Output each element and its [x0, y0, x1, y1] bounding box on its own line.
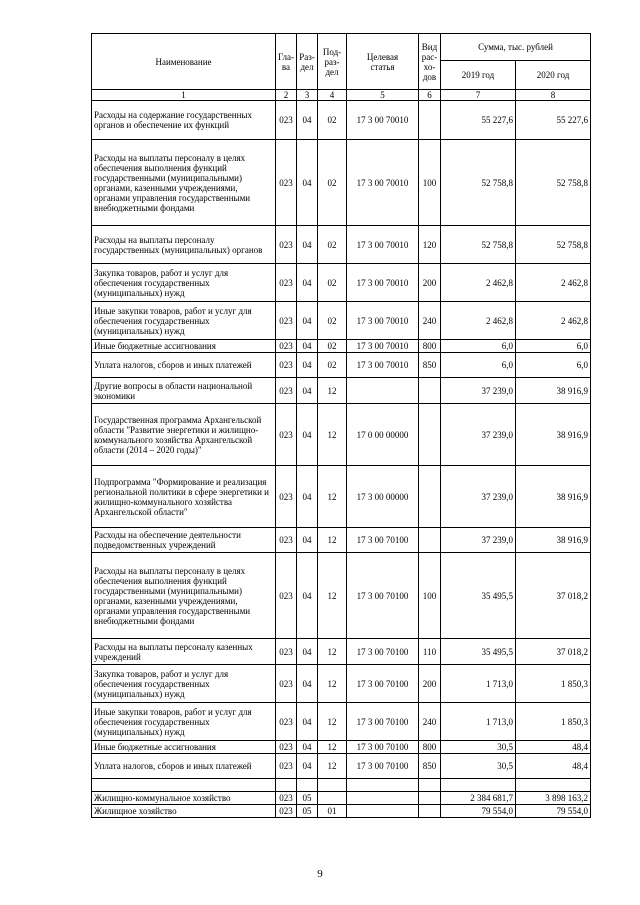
amount-2020: 52 758,8: [516, 226, 591, 264]
chapter-code: 023: [276, 792, 297, 805]
target-article: 17 3 00 70010: [347, 340, 419, 353]
section-code: 04: [297, 754, 318, 779]
expense-type: [419, 792, 441, 805]
target-article: 17 3 00 70100: [347, 553, 419, 639]
row-name: Закупка товаров, работ и услуг для обеспечения государственных (муниципальных) нужд: [92, 665, 276, 703]
chapter-code: 023: [276, 140, 297, 226]
amount-2019: 2 384 681,7: [441, 792, 516, 805]
row-name: Иные бюджетные ассигнования: [92, 741, 276, 754]
row-name: Расходы на выплаты персоналу государственных (муниципальных) органов: [92, 226, 276, 264]
column-number: 7: [441, 90, 516, 101]
empty-cell: [516, 779, 591, 792]
expense-type: 240: [419, 302, 441, 340]
row-name: Закупка товаров, работ и услуг для обеспечения государственных (муниципальных) нужд: [92, 264, 276, 302]
table-row: [92, 353, 591, 378]
row-name: Государственная программа Архангельской области "Развитие энергетики и жилищно-коммунального хозяйства Архангельской области (2014 – 2020 годы)": [92, 404, 276, 466]
subsection-code: 12: [318, 741, 347, 754]
spacer-row: [92, 779, 591, 792]
amount-2020: 37 018,2: [516, 553, 591, 639]
column-number: 3: [297, 90, 318, 101]
header-year-2020: 2020 год: [516, 61, 591, 90]
chapter-code: 023: [276, 404, 297, 466]
page-number: 9: [317, 868, 323, 880]
table-row: [92, 404, 591, 466]
subsection-code: 12: [318, 754, 347, 779]
section-code: 04: [297, 466, 318, 528]
section-code: 04: [297, 140, 318, 226]
amount-2020: 1 850,3: [516, 665, 591, 703]
expense-type: 200: [419, 665, 441, 703]
section-code: 04: [297, 703, 318, 741]
section-code: 04: [297, 353, 318, 378]
column-number: 8: [516, 90, 591, 101]
section-code: 04: [297, 404, 318, 466]
amount-2019: 6,0: [441, 340, 516, 353]
row-name: Подпрограмма "Формирование и реализация региональной политики в сфере энергетики и жилищно-коммунального хозяйства Архангельской области": [92, 466, 276, 528]
section-code: 04: [297, 264, 318, 302]
header-name: Наименование: [92, 34, 276, 90]
amount-2019: 30,5: [441, 741, 516, 754]
expense-type: 800: [419, 741, 441, 754]
empty-cell: [347, 779, 419, 792]
amount-2020: 38 916,9: [516, 528, 591, 553]
row-name: Жилищное хозяйство: [92, 805, 276, 818]
expense-type: 110: [419, 639, 441, 665]
expense-type: [419, 466, 441, 528]
chapter-code: 023: [276, 639, 297, 665]
subsection-code: 12: [318, 703, 347, 741]
empty-cell: [276, 779, 297, 792]
table-row: [92, 264, 591, 302]
subsection-code: 02: [318, 101, 347, 140]
row-name: Расходы на содержание государственных органов и обеспечение их функций: [92, 101, 276, 140]
target-article: 17 3 00 70010: [347, 140, 419, 226]
row-name: Жилищно-коммунальное хозяйство: [92, 792, 276, 805]
table-row: [92, 665, 591, 703]
table-row: [92, 805, 591, 818]
amount-2020: 38 916,9: [516, 466, 591, 528]
amount-2020: 48,4: [516, 741, 591, 754]
row-name: Иные бюджетные ассигнования: [92, 340, 276, 353]
chapter-code: 023: [276, 528, 297, 553]
row-name: Расходы на выплаты персоналу в целях обеспечения выполнения функций государственными (муниципальными) органами, казенными учреждениями, органами управления государственными внебюджетными фондами: [92, 553, 276, 639]
target-article: 17 3 00 70010: [347, 353, 419, 378]
expense-type: 100: [419, 140, 441, 226]
header-expense-type: Вид рас- хо- дов: [419, 34, 441, 90]
column-number: 4: [318, 90, 347, 101]
expense-type: [419, 101, 441, 140]
section-code: 04: [297, 741, 318, 754]
chapter-code: 023: [276, 754, 297, 779]
section-code: 04: [297, 340, 318, 353]
expense-type: 240: [419, 703, 441, 741]
chapter-code: 023: [276, 466, 297, 528]
expense-type: 200: [419, 264, 441, 302]
subsection-code: [318, 792, 347, 805]
empty-cell: [441, 779, 516, 792]
budget-table: [91, 33, 591, 818]
subsection-code: 12: [318, 466, 347, 528]
table-row: [92, 528, 591, 553]
target-article: 17 3 00 70100: [347, 639, 419, 665]
table-row: [92, 140, 591, 226]
chapter-code: 023: [276, 665, 297, 703]
amount-2019: 35 495,5: [441, 553, 516, 639]
row-name: Другие вопросы в области национальной экономики: [92, 378, 276, 404]
column-number: 6: [419, 90, 441, 101]
column-number: 5: [347, 90, 419, 101]
amount-2019: 1 713,0: [441, 703, 516, 741]
amount-2019: 37 239,0: [441, 528, 516, 553]
amount-2020: 1 850,3: [516, 703, 591, 741]
header-chapter: Гла- ва: [276, 34, 297, 90]
amount-2019: 52 758,8: [441, 226, 516, 264]
target-article: 17 3 00 70100: [347, 754, 419, 779]
column-number: 2: [276, 90, 297, 101]
amount-2020: 37 018,2: [516, 639, 591, 665]
expense-type: [419, 378, 441, 404]
section-code: 04: [297, 378, 318, 404]
section-code: 04: [297, 226, 318, 264]
subsection-code: 12: [318, 553, 347, 639]
amount-2019: 55 227,6: [441, 101, 516, 140]
amount-2019: 2 462,8: [441, 264, 516, 302]
table-row: [92, 792, 591, 805]
target-article: 17 3 00 70010: [347, 302, 419, 340]
amount-2020: 6,0: [516, 340, 591, 353]
table-row: [92, 741, 591, 754]
section-code: 04: [297, 528, 318, 553]
table-row: [92, 466, 591, 528]
subsection-code: 02: [318, 264, 347, 302]
subsection-code: 02: [318, 226, 347, 264]
target-article: 17 0 00 00000: [347, 404, 419, 466]
subsection-code: 02: [318, 353, 347, 378]
target-article: 17 3 00 00000: [347, 466, 419, 528]
section-code: 04: [297, 101, 318, 140]
amount-2020: 6,0: [516, 353, 591, 378]
amount-2019: 37 239,0: [441, 378, 516, 404]
expense-type: 850: [419, 754, 441, 779]
table-row: [92, 226, 591, 264]
subsection-code: 02: [318, 302, 347, 340]
amount-2020: 48,4: [516, 754, 591, 779]
row-name: Уплата налогов, сборов и иных платежей: [92, 353, 276, 378]
empty-cell: [297, 779, 318, 792]
amount-2020: 38 916,9: [516, 404, 591, 466]
amount-2019: 37 239,0: [441, 404, 516, 466]
row-name: Расходы на обеспечение деятельности подведомственных учреждений: [92, 528, 276, 553]
section-code: 04: [297, 302, 318, 340]
expense-type: 120: [419, 226, 441, 264]
expense-type: 850: [419, 353, 441, 378]
amount-2020: 2 462,8: [516, 302, 591, 340]
row-name: Расходы на выплаты персоналу казенных учреждений: [92, 639, 276, 665]
amount-2019: 35 495,5: [441, 639, 516, 665]
subsection-code: 12: [318, 639, 347, 665]
table-row: [92, 754, 591, 779]
table-row: [92, 101, 591, 140]
empty-cell: [318, 779, 347, 792]
row-name: Расходы на выплаты персоналу в целях обеспечения выполнения функций государственными (муниципальными) органами, казенными учреждениями, органами управления государственными внебюджетными фондами: [92, 140, 276, 226]
column-number: 1: [92, 90, 276, 101]
subsection-code: 12: [318, 528, 347, 553]
subsection-code: 12: [318, 378, 347, 404]
section-code: 04: [297, 665, 318, 703]
target-article: [347, 805, 419, 818]
empty-cell: [419, 779, 441, 792]
target-article: 17 3 00 70010: [347, 264, 419, 302]
row-name: Иные закупки товаров, работ и услуг для обеспечения государственных (муниципальных) нужд: [92, 302, 276, 340]
chapter-code: 023: [276, 353, 297, 378]
empty-cell: [92, 779, 276, 792]
amount-2020: 52 758,8: [516, 140, 591, 226]
chapter-code: 023: [276, 101, 297, 140]
table-row: [92, 703, 591, 741]
section-code: 04: [297, 553, 318, 639]
target-article: 17 3 00 70010: [347, 101, 419, 140]
chapter-code: 023: [276, 703, 297, 741]
target-article: 17 3 00 70100: [347, 528, 419, 553]
header-row: [92, 34, 591, 61]
amount-2019: 52 758,8: [441, 140, 516, 226]
expense-type: 800: [419, 340, 441, 353]
amount-2019: 1 713,0: [441, 665, 516, 703]
amount-2019: 79 554,0: [441, 805, 516, 818]
target-article: 17 3 00 70100: [347, 665, 419, 703]
header-section: Раз- дел: [297, 34, 318, 90]
header-sum: Сумма, тыс. рублей: [441, 34, 591, 61]
header-year-2019: 2019 год: [441, 61, 516, 90]
amount-2020: 55 227,6: [516, 101, 591, 140]
row-name: Уплата налогов, сборов и иных платежей: [92, 754, 276, 779]
section-code: 05: [297, 805, 318, 818]
chapter-code: 023: [276, 264, 297, 302]
amount-2020: 79 554,0: [516, 805, 591, 818]
target-article: [347, 378, 419, 404]
target-article: 17 3 00 70100: [347, 741, 419, 754]
subsection-code: 12: [318, 404, 347, 466]
section-code: 05: [297, 792, 318, 805]
chapter-code: 023: [276, 553, 297, 639]
target-article: 17 3 00 70010: [347, 226, 419, 264]
amount-2020: 3 898 163,2: [516, 792, 591, 805]
amount-2019: 30,5: [441, 754, 516, 779]
chapter-code: 023: [276, 378, 297, 404]
subsection-code: 02: [318, 340, 347, 353]
header-subsection: Под- раз- дел: [318, 34, 347, 90]
amount-2019: 2 462,8: [441, 302, 516, 340]
chapter-code: 023: [276, 805, 297, 818]
table-row: [92, 378, 591, 404]
table-row: [92, 340, 591, 353]
chapter-code: 023: [276, 741, 297, 754]
amount-2020: 2 462,8: [516, 264, 591, 302]
column-numbers-row: [92, 90, 591, 101]
table-row: [92, 553, 591, 639]
expense-type: 100: [419, 553, 441, 639]
subsection-code: 02: [318, 140, 347, 226]
target-article: 17 3 00 70100: [347, 703, 419, 741]
expense-type: [419, 404, 441, 466]
subsection-code: 12: [318, 665, 347, 703]
subsection-code: 01: [318, 805, 347, 818]
table-row: [92, 639, 591, 665]
row-name: Иные закупки товаров, работ и услуг для обеспечения государственных (муниципальных) нужд: [92, 703, 276, 741]
amount-2019: 6,0: [441, 353, 516, 378]
amount-2019: 37 239,0: [441, 466, 516, 528]
target-article: [347, 792, 419, 805]
expense-type: [419, 528, 441, 553]
section-code: 04: [297, 639, 318, 665]
chapter-code: 023: [276, 226, 297, 264]
header-target: Целевая статья: [347, 34, 419, 90]
chapter-code: 023: [276, 340, 297, 353]
amount-2020: 38 916,9: [516, 378, 591, 404]
chapter-code: 023: [276, 302, 297, 340]
expense-type: [419, 805, 441, 818]
table-row: [92, 302, 591, 340]
